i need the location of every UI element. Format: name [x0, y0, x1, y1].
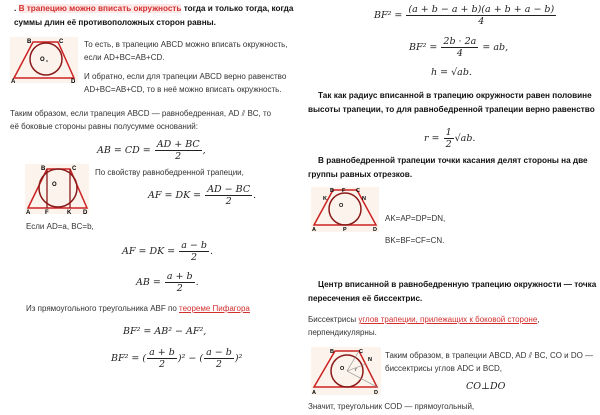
equation-bf-product: BF² = $\frac{(a + b - a + b)(a + b + a - b)}{4}$ [374, 4, 555, 27]
figure-tangent-segments [311, 187, 379, 232]
label-K: K [67, 210, 72, 214]
label-C: C [356, 188, 360, 194]
label-D: D [83, 210, 88, 214]
equation-bf-squared: BF² = AB² − AF², [123, 326, 207, 337]
trapezoid-figure-4 [311, 347, 381, 395]
trapezoid-figure-3 [311, 187, 379, 232]
label-P: P [343, 227, 347, 232]
paragraph-4: По свойству равнобедренной трапеции, [95, 168, 244, 177]
label-B: B [27, 39, 32, 45]
paragraph-6 [26, 302, 296, 315]
paragraph-7-text: Биссектрисы [308, 315, 359, 324]
statement-bisectors: Центр вписанной в равнобедренную трапецию окружности — точка пересечения её биссектрис. [308, 280, 597, 303]
equation-af-dk: AF = DK = $\frac{AD - BC}{2}$ . [148, 184, 257, 207]
label-O: O [339, 203, 344, 209]
label-D: D [374, 390, 378, 395]
label-A: A [312, 390, 316, 395]
label-C: C [59, 39, 64, 45]
paragraph-9: Значит, треугольник COD — прямоугольный, [308, 402, 475, 411]
label-O: O [40, 57, 45, 63]
intro-rest: тогда и только тогда, когда суммы длин её противоположных сторон равны. [14, 4, 294, 27]
label-r: r [355, 367, 358, 373]
paragraph-2: И обратно, если для трапеции ABCD верно равенство AD+BC=AB+CD, то в неё можно вписать окружность. [84, 72, 287, 94]
label-N: N [362, 196, 366, 202]
trapezoid-figure-1 [10, 37, 78, 83]
segments-equality-2: BK=BF=CF=CN. [385, 236, 445, 245]
equation-af-dk-ab: AF = DK = $\frac{a - b}{2}$ . [122, 240, 213, 263]
segments-equality-1: AK=AP=DP=DN, [385, 214, 446, 223]
label-K: K [323, 196, 327, 202]
figure-trapezoid-inscribed [10, 37, 78, 83]
figure-bisectors [311, 347, 381, 395]
equation-ab: AB = $\frac{a + b}{2}$ . [136, 271, 199, 294]
equation-r: r = $\frac{1}{2}$ √ab. [424, 127, 476, 150]
label-B: B [330, 188, 334, 194]
pythagoras-link[interactable]: теореме Пифагора [179, 304, 250, 313]
paragraph-3: Таким образом, если трапеция ABCD — равнобедренная, AD ⫽ BC, то её боковые стороны равны полусумме оснований: [10, 109, 272, 131]
equation-h: h = √ab. [431, 67, 472, 78]
label-A: A [11, 79, 16, 83]
paragraph-7 [308, 313, 593, 339]
paragraph-6-text: Из прямоугольного треугольника ABF по [26, 304, 179, 313]
label-O: O [52, 182, 57, 188]
label-O: O [340, 366, 345, 372]
label-D: D [71, 79, 76, 83]
equation-bf-ab: BF² = $\frac{2b \cdot 2a}{4}$ = ab, [409, 36, 509, 59]
figure-trapezoid-heights [25, 164, 89, 214]
label-B: B [41, 166, 46, 172]
angles-link[interactable]: углов трапеции, прилежащих к боковой стороне [358, 315, 538, 324]
label-C: C [72, 166, 77, 172]
statement-tangent-points: В равнобедренной трапеции точки касания делят стороны на две группы равных отрезков. [308, 156, 588, 179]
label-F: F [45, 210, 49, 214]
paragraph-5: Если AD=a, BC=b, [26, 222, 94, 231]
label-B: B [330, 349, 334, 355]
label-A: A [312, 227, 316, 232]
label-F: F [342, 188, 346, 194]
paragraph-1: То есть, в трапецию ABCD можно вписать окружность, если AD+BC=AB+CD. [84, 40, 288, 62]
label-A: A [26, 210, 31, 214]
trapezoid-figure-2 [25, 164, 89, 214]
equation-co-perp-do: CO⊥DO [466, 381, 506, 392]
intro-dot: . [14, 4, 17, 13]
paragraph-8: Таким образом, в трапеции ABCD, AD ⫽ BC, CO и DO — биссектрисы углов ADC и BCD, [385, 351, 594, 373]
label-C: C [359, 349, 363, 355]
paragraph-7-end: , перпендикулярны. [308, 315, 540, 337]
equation-bf-expanded: BF² = ( $\frac{a + b}{2}$ )² − ( $\frac{a - b}{2}$ )² [111, 347, 243, 370]
label-N: N [368, 357, 372, 363]
label-D: D [373, 227, 377, 232]
intro-highlight: В трапецию можно вписать окружность [18, 4, 182, 13]
statement-radius: Так как радиус вписанной в трапецию окружности равен половине высоты трапеции, то для равнобедренной трапеции верно равенство [308, 91, 595, 114]
intro-statement [14, 2, 294, 30]
equation-ab-cd: AB = CD = $\frac{AD + BC}{2}$ , [97, 139, 206, 162]
